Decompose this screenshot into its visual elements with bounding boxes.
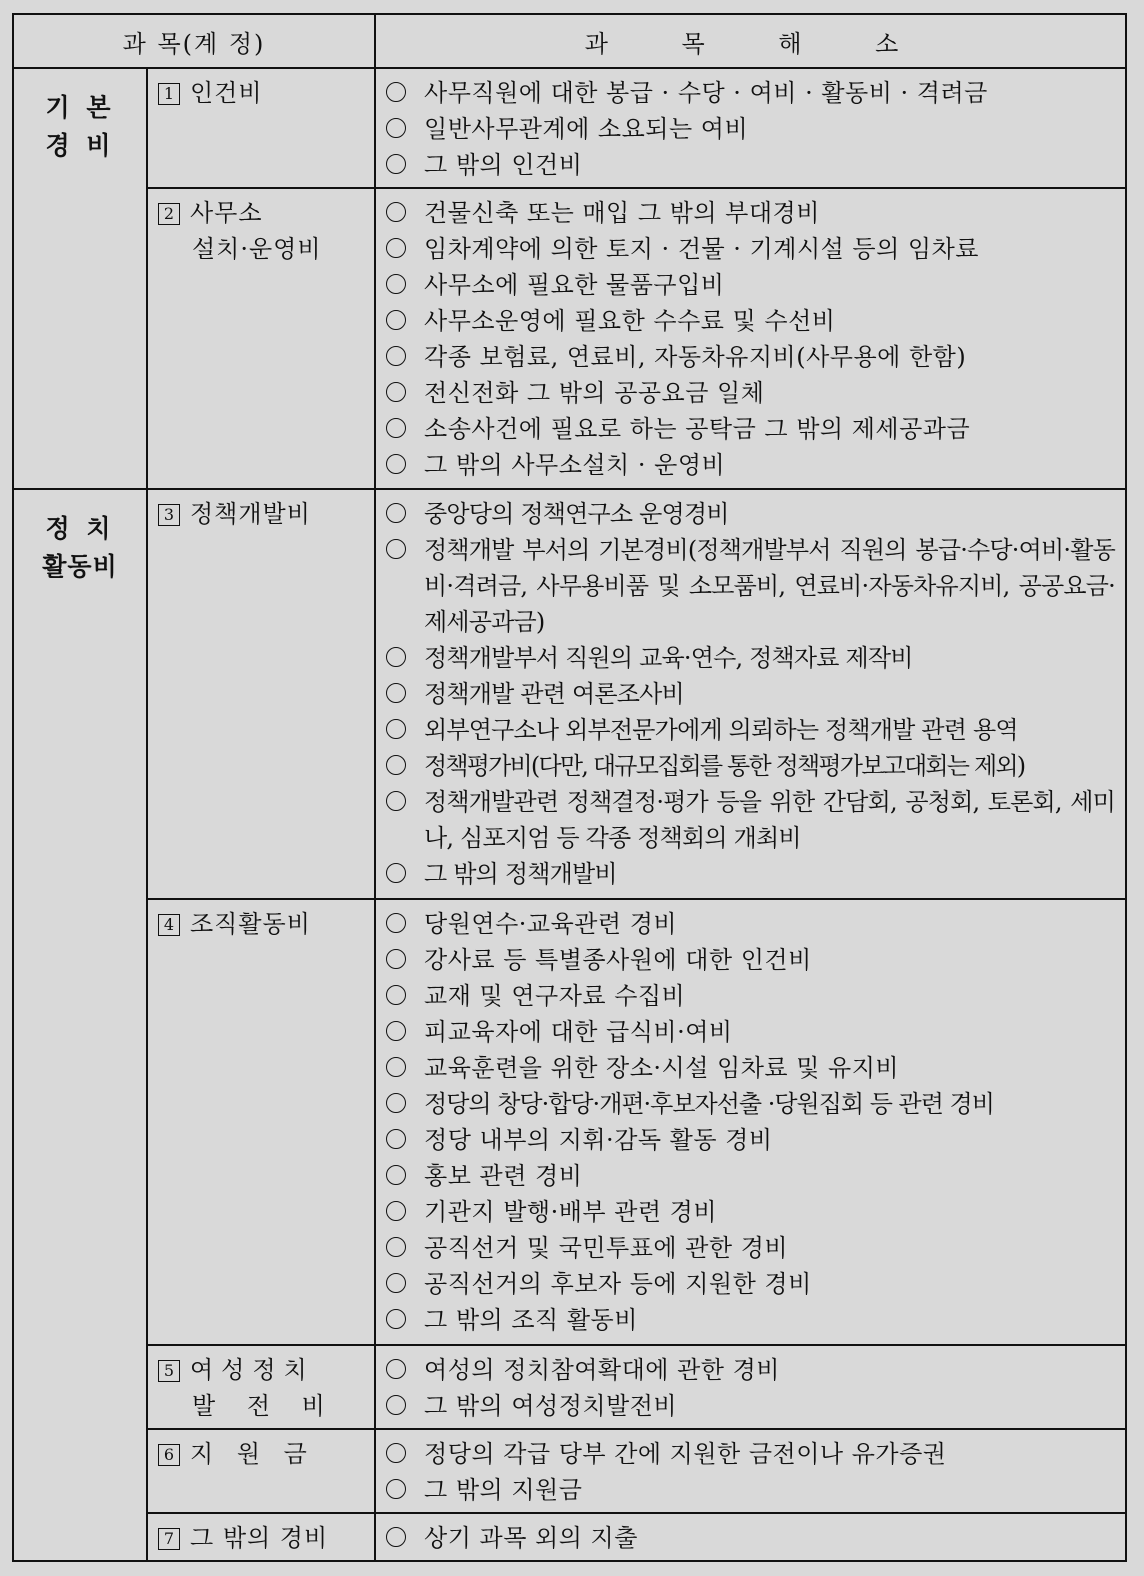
list-item: 일반사무관계에 소요되는 여비 (386, 111, 1115, 147)
circle-bullet-icon (386, 202, 406, 222)
list-item: 사무직원에 대한 봉급 · 수당 · 여비 · 활동비 · 격려금 (386, 75, 1115, 111)
item-name: 여성정치 (190, 1356, 315, 1384)
circle-bullet-icon (386, 1309, 406, 1329)
circle-bullet-icon (386, 118, 406, 138)
list-item: 상기 과목 외의 지출 (386, 1520, 1115, 1556)
list-item: 그 밖의 지원금 (386, 1472, 1115, 1508)
category-label-line2: 활동비 (42, 552, 118, 581)
list-item: 중앙당의 정책연구소 운영경비 (386, 496, 1115, 532)
list-item: 정당의 창당·합당·개편·후보자선출 ·당원집회 등 관련 경비 (386, 1086, 1115, 1122)
list-item: 임차계약에 의한 토지 · 건물 · 기계시설 등의 임차료 (386, 231, 1115, 267)
circle-bullet-icon (386, 683, 406, 703)
list-item: 정당의 각급 당부 간에 지원한 금전이나 유가증권 (386, 1436, 1115, 1472)
list-item: 피교육자에 대한 급식비·여비 (386, 1014, 1115, 1050)
list-item: 사무소운영에 필요한 수수료 및 수선비 (386, 303, 1115, 339)
table-row (13, 899, 1126, 1345)
item-description (375, 68, 1126, 188)
item-number-box: 5 (158, 1360, 180, 1382)
list-item: 건물신축 또는 매입 그 밖의 부대경비 (386, 195, 1115, 231)
list-item: 각종 보험료, 연료비, 자동차유지비(사무용에 한함) (386, 339, 1115, 375)
list-item: 정책개발관련 정책결정·평가 등을 위한 간담회, 공청회, 토론회, 세미나, 심포지엄 등 각종 정책회의 개최비 (386, 784, 1115, 856)
table-row (13, 1429, 1126, 1513)
item-name: 조직활동비 (190, 910, 311, 938)
table-row (13, 68, 1126, 188)
circle-bullet-icon (386, 1201, 406, 1221)
list-item: 당원연수·교육관련 경비 (386, 906, 1115, 942)
expense-account-table (12, 13, 1127, 1562)
circle-bullet-icon (386, 1479, 406, 1499)
circle-bullet-icon (386, 913, 406, 933)
circle-bullet-icon (386, 1443, 406, 1463)
circle-bullet-icon (386, 647, 406, 667)
circle-bullet-icon (386, 1021, 406, 1041)
category-label-line2: 경 비 (45, 131, 115, 160)
item-other-expenses (147, 1513, 375, 1561)
item-description (375, 1429, 1126, 1513)
item-personnel (147, 68, 375, 188)
table-row (13, 188, 1126, 489)
category-label-line1: 기 본 (45, 93, 115, 122)
circle-bullet-icon (386, 949, 406, 969)
list-item: 그 밖의 사무소설치 · 운영비 (386, 447, 1115, 483)
item-number-box: 3 (158, 504, 180, 526)
list-item: 공직선거의 후보자 등에 지원한 경비 (386, 1266, 1115, 1302)
list-item: 기관지 발행·배부 관련 경비 (386, 1194, 1115, 1230)
item-description (375, 1345, 1126, 1429)
header-row (13, 14, 1126, 68)
item-number-box: 2 (158, 203, 180, 225)
item-office-setup (147, 188, 375, 489)
item-name: 정책개발비 (190, 500, 311, 528)
table-row (13, 1345, 1126, 1429)
circle-bullet-icon (386, 1273, 406, 1293)
list-item: 정책개발 부서의 기본경비(정책개발부서 직원의 봉급·수당·여비·활동비·격려금, 사무용비품 및 소모품비, 연료비·자동차유지비, 공공요금·제세공과금) (386, 532, 1115, 640)
header-account-subject: 과 목(계 정) (13, 14, 375, 68)
item-name: 그 밖의 경비 (190, 1524, 329, 1552)
item-number-box: 4 (158, 914, 180, 936)
header-account-description: 과 목 해 소 (375, 14, 1126, 68)
list-item: 그 밖의 인건비 (386, 147, 1115, 183)
list-item: 여성의 정치참여확대에 관한 경비 (386, 1352, 1115, 1388)
circle-bullet-icon (386, 503, 406, 523)
list-item: 공직선거 및 국민투표에 관한 경비 (386, 1230, 1115, 1266)
circle-bullet-icon (386, 539, 406, 559)
circle-bullet-icon (386, 1395, 406, 1415)
circle-bullet-icon (386, 1129, 406, 1149)
table-row (13, 489, 1126, 899)
list-item: 정책평가비(다만, 대규모집회를 통한 정책평가보고대회는 제외) (386, 748, 1115, 784)
circle-bullet-icon (386, 1237, 406, 1257)
item-women-politics (147, 1345, 375, 1429)
expense-account-table-container (12, 13, 1127, 1559)
list-item: 정책개발 관련 여론조사비 (386, 676, 1115, 712)
category-label-line1: 정 치 (45, 514, 115, 543)
table-row (13, 1513, 1126, 1561)
circle-bullet-icon (386, 1165, 406, 1185)
circle-bullet-icon (386, 755, 406, 775)
list-item: 외부연구소나 외부전문가에게 의뢰하는 정책개발 관련 용역 (386, 712, 1115, 748)
circle-bullet-icon (386, 382, 406, 402)
circle-bullet-icon (386, 985, 406, 1005)
category-basic-expenses (13, 68, 147, 489)
list-item: 강사료 등 특별종사원에 대한 인건비 (386, 942, 1115, 978)
item-name: 지 원 금 (190, 1440, 315, 1468)
circle-bullet-icon (386, 1057, 406, 1077)
list-item: 전신전화 그 밖의 공공요금 일체 (386, 375, 1115, 411)
list-item: 홍보 관련 경비 (386, 1158, 1115, 1194)
list-item: 교재 및 연구자료 수집비 (386, 978, 1115, 1014)
item-description (375, 489, 1126, 899)
item-description (375, 188, 1126, 489)
category-political-activity (13, 489, 147, 1561)
circle-bullet-icon (386, 719, 406, 739)
item-organization-activity (147, 899, 375, 1345)
item-number-box: 1 (158, 83, 180, 105)
circle-bullet-icon (386, 1527, 406, 1547)
item-name: 인건비 (190, 79, 263, 107)
list-item: 사무소에 필요한 물품구입비 (386, 267, 1115, 303)
circle-bullet-icon (386, 863, 406, 883)
item-name: 사무소 (190, 199, 263, 227)
list-item: 그 밖의 여성정치발전비 (386, 1388, 1115, 1424)
item-description (375, 1513, 1126, 1561)
item-policy-development (147, 489, 375, 899)
circle-bullet-icon (386, 1359, 406, 1379)
circle-bullet-icon (386, 454, 406, 474)
list-item: 정책개발부서 직원의 교육·연수, 정책자료 제작비 (386, 640, 1115, 676)
item-name-line2: 설치·운영비 (192, 235, 322, 263)
list-item: 그 밖의 조직 활동비 (386, 1302, 1115, 1338)
circle-bullet-icon (386, 274, 406, 294)
circle-bullet-icon (386, 310, 406, 330)
circle-bullet-icon (386, 346, 406, 366)
item-description (375, 899, 1126, 1345)
item-number-box: 6 (158, 1444, 180, 1466)
list-item: 교육훈련을 위한 장소·시설 임차료 및 유지비 (386, 1050, 1115, 1086)
circle-bullet-icon (386, 154, 406, 174)
circle-bullet-icon (386, 1093, 406, 1113)
circle-bullet-icon (386, 82, 406, 102)
item-name-line2: 발 전 비 (192, 1392, 337, 1420)
list-item: 정당 내부의 지휘·감독 활동 경비 (386, 1122, 1115, 1158)
list-item: 소송사건에 필요로 하는 공탁금 그 밖의 제세공과금 (386, 411, 1115, 447)
circle-bullet-icon (386, 418, 406, 438)
circle-bullet-icon (386, 238, 406, 258)
list-item: 그 밖의 정책개발비 (386, 856, 1115, 892)
item-number-box: 7 (158, 1528, 180, 1550)
item-subsidy (147, 1429, 375, 1513)
circle-bullet-icon (386, 791, 406, 811)
